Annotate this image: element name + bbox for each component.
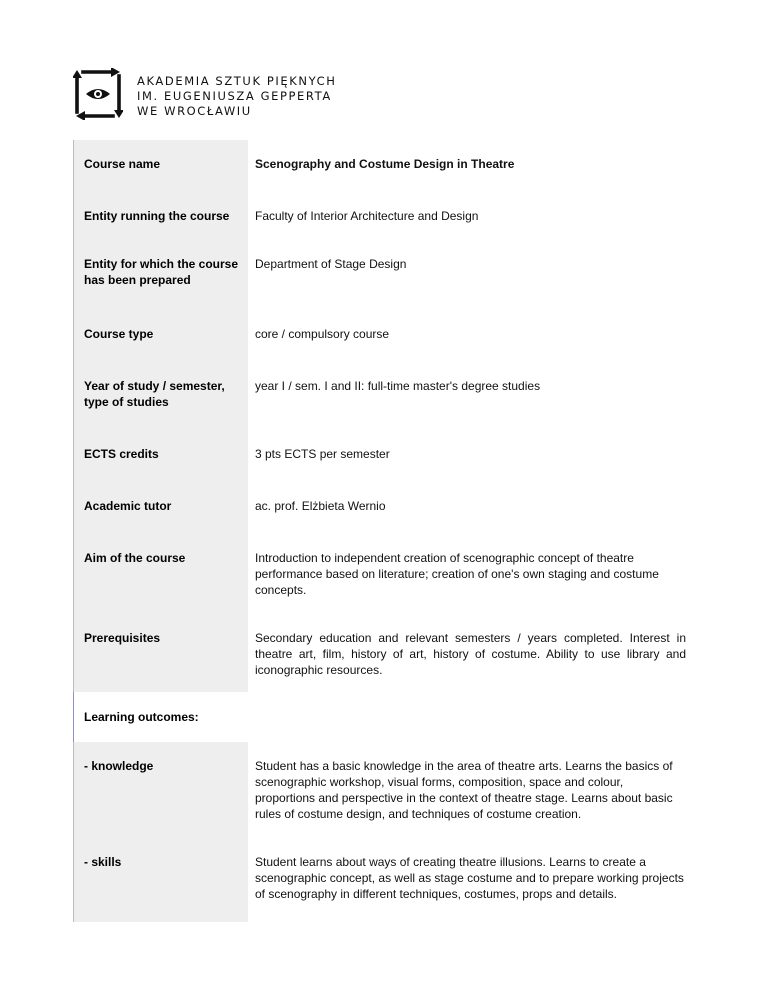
value-entity-running: Faculty of Interior Architecture and Design xyxy=(255,209,479,223)
row-year-of-study xyxy=(73,362,693,430)
row-skills xyxy=(73,838,693,922)
value-knowledge: Student has a basic knowledge in the area of theatre arts. Learns the basics of scenographic workshop, visual forms, composition, space and colour, proportions and perspective in the context of theatre stage. Learns about basic rules of costume design, and techniques of costume creation. xyxy=(255,759,673,821)
row-ects-credits xyxy=(73,430,693,482)
row-aim-of-course xyxy=(73,534,693,614)
label-entity-prepared-for: Entity for which the course has been prepared xyxy=(73,240,248,310)
label-entity-running: Entity running the course xyxy=(73,192,248,240)
row-course-name xyxy=(73,140,693,192)
label-course-type: Course type xyxy=(73,310,248,362)
label-knowledge: - knowledge xyxy=(73,742,248,838)
value-year-of-study: year I / sem. I and II: full-time master's degree studies xyxy=(255,379,541,393)
label-course-name: Course name xyxy=(73,140,248,192)
label-ects-credits: ECTS credits xyxy=(73,430,248,482)
institution-line-1: AKADEMIA SZTUK PIĘKNYCH xyxy=(137,74,337,88)
value-prerequisites: Secondary education and relevant semesters / years completed. Interest in theatre art, film, history of art, history of costume. Ability to use library and iconographic resources. xyxy=(255,631,686,677)
row-entity-running xyxy=(73,192,693,240)
value-ects-credits: 3 pts ECTS per semester xyxy=(255,447,390,461)
label-skills: - skills xyxy=(73,838,248,922)
institution-line-2: IM. EUGENIUSZA GEPPERTA xyxy=(137,89,332,103)
label-prerequisites: Prerequisites xyxy=(73,614,248,692)
label-year-of-study: Year of study / semester, type of studies xyxy=(73,362,248,430)
value-skills: Student learns about ways of creating theatre illusions. Learns to create a scenographic concept, as well as stage costume and to prepare working projects of scenography in different techniques, costumes, props and details. xyxy=(255,855,684,901)
course-table xyxy=(73,140,693,922)
value-entity-prepared-for: Department of Stage Design xyxy=(255,257,407,271)
label-academic-tutor: Academic tutor xyxy=(73,482,248,534)
row-course-type xyxy=(73,310,693,362)
academy-logo-icon xyxy=(73,68,123,120)
row-prerequisites xyxy=(73,614,693,692)
institution-name xyxy=(137,74,336,119)
value-course-type: core / compulsory course xyxy=(255,327,390,341)
row-academic-tutor xyxy=(73,482,693,534)
value-aim-of-course: Introduction to independent creation of scenographic concept of theatre performance based on literature; creation of one's own staging and costume concepts. xyxy=(255,551,659,597)
row-knowledge xyxy=(73,742,693,838)
header xyxy=(73,68,373,124)
value-academic-tutor: ac. prof. Elżbieta Wernio xyxy=(255,499,386,513)
row-entity-prepared-for xyxy=(73,240,693,310)
value-course-name: Scenography and Costume Design in Theatre xyxy=(255,157,515,171)
institution-line-3: WE WROCŁAWIU xyxy=(137,104,252,118)
learning-outcomes-heading: Learning outcomes: xyxy=(73,692,693,742)
label-aim-of-course: Aim of the course xyxy=(73,534,248,614)
